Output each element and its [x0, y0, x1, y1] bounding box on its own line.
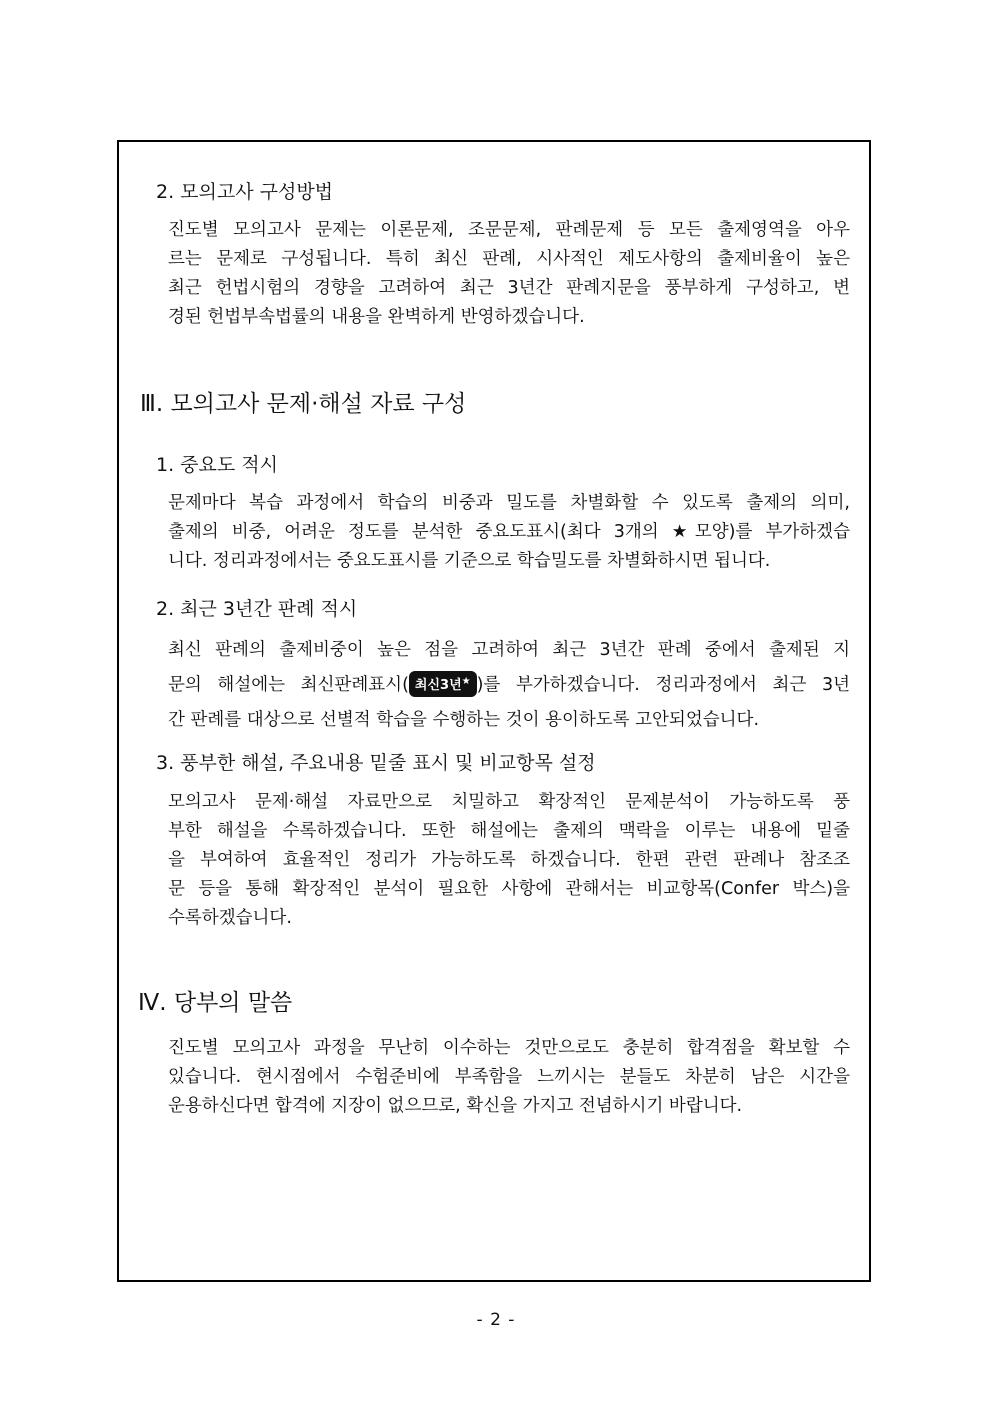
- paragraph-explanations: [168, 788, 850, 933]
- paragraph-line-with-badge: [168, 669, 850, 704]
- paragraph-line: 수록하겠습니다.: [168, 908, 292, 928]
- paragraph-line: 르는 문제로 구성됩니다. 특히 최신 판례, 시사적인 제도사항의 출제비율이 높은: [168, 249, 850, 269]
- badge-label: 최신3년: [414, 678, 462, 693]
- line-text-after-badge: )를 부가하겠습니다. 정리과정에서 최근 3년: [476, 675, 850, 695]
- paragraph-recent-cases: [168, 634, 850, 737]
- paragraph-line: 모의고사 문제·해설 자료만으로 치밀하고 확장적인 문제분석이 가능하도록 풍: [168, 792, 850, 812]
- paragraph-line: 간 판례를 대상으로 선별적 학습을 수행하는 것이 용이하도록 고안되었습니다.: [168, 710, 760, 730]
- paragraph-line: 운용하신다면 합격에 지장이 없으므로, 확신을 가지고 전념하시기 바랍니다.: [168, 1096, 743, 1116]
- paragraph-line: 최신 판례의 출제비중이 높은 점을 고려하여 최근 3년간 판례 중에서 출제된 지: [168, 640, 850, 660]
- paragraph-line: 문 등을 통해 확장적인 분석이 필요한 사항에 관해서는 비교항목(Confer 박스)을: [168, 879, 850, 899]
- paragraph-line: 있습니다. 현시점에서 수험준비에 부족함을 느끼시는 분들도 차분히 남은 시간을: [168, 1067, 850, 1087]
- paragraph-line: 진도별 모의고사 문제는 이론문제, 조문문제, 판례문제 등 모든 출제영역을 아우: [168, 220, 850, 240]
- paragraph-line: 경된 헌법부속법률의 내용을 완벽하게 반영하겠습니다.: [168, 307, 585, 327]
- paragraph-importance: [168, 489, 850, 576]
- paragraph-line: 문제마다 복습 과정에서 학습의 비중과 밀도를 차별화할 수 있도록 출제의 의미,: [168, 493, 850, 513]
- subsection-heading-composition-method: 2. 모의고사 구성방법: [156, 181, 334, 203]
- star-icon: ★: [461, 676, 471, 687]
- paragraph-composition-method: [168, 216, 850, 332]
- paragraph-line: 니다. 정리과정에서는 중요도표시를 기준으로 학습밀도를 차별화하시면 됩니다.: [168, 551, 771, 571]
- subsection-heading-explanations: 3. 풍부한 해설, 주요내용 밑줄 표시 및 비교항목 설정: [156, 752, 596, 774]
- line-text-before-badge: 문의 해설에는 최신판례표시(: [168, 675, 409, 695]
- paragraph-line: 부한 해설을 수록하겠습니다. 또한 해설에는 출제의 맥락을 이루는 내용에 밑줄: [168, 821, 850, 841]
- paragraph-closing-remarks: [168, 1034, 850, 1121]
- recent-case-badge: [409, 671, 477, 697]
- subsection-heading-importance: 1. 중요도 적시: [156, 454, 278, 476]
- paragraph-line: 최근 헌법시험의 경향을 고려하여 최근 3년간 판례지문을 풍부하게 구성하고, 변: [168, 278, 850, 298]
- section-heading-4: Ⅳ. 당부의 말씀: [138, 990, 293, 1016]
- page-number: - 2 -: [476, 1310, 516, 1330]
- paragraph-line: 진도별 모의고사 과정을 무난히 이수하는 것만으로도 충분히 합격점을 확보할 수: [168, 1038, 850, 1058]
- paragraph-line: 출제의 비중, 어려운 정도를 분석한 중요도표시(최다 3개의 ★모양)를 부가하겠습: [168, 522, 850, 542]
- subsection-heading-recent-cases: 2. 최근 3년간 판례 적시: [156, 598, 358, 620]
- paragraph-line: 을 부여하여 효율적인 정리가 가능하도록 하겠습니다. 한편 관련 판례나 참조조: [168, 850, 850, 870]
- section-heading-3: Ⅲ. 모의고사 문제·해설 자료 구성: [140, 391, 467, 417]
